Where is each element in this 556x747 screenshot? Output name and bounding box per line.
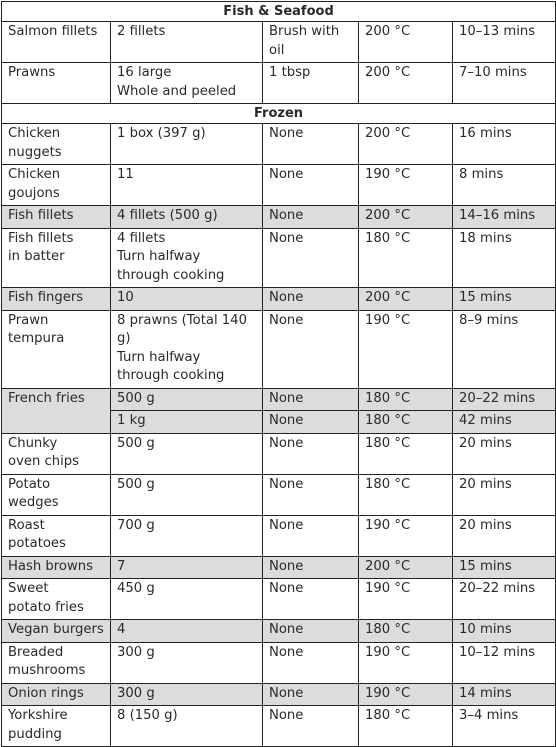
section-header-row: [2, 104, 556, 124]
food-name-cell: Hash browns: [2, 556, 111, 579]
temperature-cell: 200 °C: [359, 556, 453, 579]
time-cell: 20–22 mins: [453, 579, 556, 620]
amount-cell: 7: [111, 556, 263, 579]
table-row: [2, 683, 556, 706]
table-row: [2, 310, 556, 388]
amount-cell: 300 g: [111, 683, 263, 706]
temperature-cell: 190 °C: [359, 683, 453, 706]
amount-cell: 500 g: [111, 474, 263, 515]
food-name-cell: Breaded mushrooms: [2, 642, 111, 683]
amount-cell: 11: [111, 165, 263, 206]
oil-cell: None: [263, 706, 359, 747]
oil-cell: None: [263, 411, 359, 434]
time-cell: 14–16 mins: [453, 206, 556, 229]
oil-cell: None: [263, 556, 359, 579]
cooking-guide-table: [1, 1, 556, 747]
time-cell: 7–10 mins: [453, 63, 556, 104]
table-row: [2, 579, 556, 620]
temperature-cell: 190 °C: [359, 165, 453, 206]
time-cell: 8–9 mins: [453, 310, 556, 388]
food-name-cell: Prawn tempura: [2, 310, 111, 388]
time-cell: 10–12 mins: [453, 642, 556, 683]
oil-cell: None: [263, 474, 359, 515]
temperature-cell: 180 °C: [359, 620, 453, 643]
section-title: Fish & Seafood: [2, 2, 556, 22]
table-row: [2, 124, 556, 165]
amount-cell: 500 g: [111, 388, 263, 411]
temperature-cell: 200 °C: [359, 124, 453, 165]
section-header-row: [2, 2, 556, 22]
food-name-cell: Salmon fillets: [2, 22, 111, 63]
time-cell: 20 mins: [453, 433, 556, 474]
oil-cell: None: [263, 388, 359, 411]
temperature-cell: 190 °C: [359, 310, 453, 388]
temperature-cell: 180 °C: [359, 433, 453, 474]
food-name-cell: Fish fillets: [2, 206, 111, 229]
table-row: [2, 288, 556, 311]
section-title: Frozen: [2, 104, 556, 124]
time-cell: 14 mins: [453, 683, 556, 706]
table-row: [2, 515, 556, 556]
food-name-cell: Fish fingers: [2, 288, 111, 311]
amount-cell: 300 g: [111, 642, 263, 683]
oil-cell: None: [263, 433, 359, 474]
temperature-cell: 190 °C: [359, 515, 453, 556]
food-name-cell: Prawns: [2, 63, 111, 104]
table-row: [2, 642, 556, 683]
time-cell: 15 mins: [453, 288, 556, 311]
amount-cell: 4 fillets Turn halfway through cooking: [111, 228, 263, 288]
food-name-cell: Chunky oven chips: [2, 433, 111, 474]
amount-cell: 8 (150 g): [111, 706, 263, 747]
table-row: [2, 388, 556, 411]
temperature-cell: 200 °C: [359, 63, 453, 104]
time-cell: 8 mins: [453, 165, 556, 206]
table-row: [2, 433, 556, 474]
temperature-cell: 180 °C: [359, 411, 453, 434]
table-row: [2, 474, 556, 515]
amount-cell: 10: [111, 288, 263, 311]
temperature-cell: 180 °C: [359, 228, 453, 288]
table-row: [2, 620, 556, 643]
food-name-cell: Yorkshire pudding: [2, 706, 111, 747]
oil-cell: None: [263, 165, 359, 206]
amount-cell: 450 g: [111, 579, 263, 620]
amount-cell: 16 large Whole and peeled: [111, 63, 263, 104]
food-name-cell: French fries: [2, 388, 111, 433]
food-name-cell: Sweet potato fries: [2, 579, 111, 620]
amount-cell: 4 fillets (500 g): [111, 206, 263, 229]
oil-cell: None: [263, 124, 359, 165]
time-cell: 3–4 mins: [453, 706, 556, 747]
oil-cell: None: [263, 683, 359, 706]
temperature-cell: 200 °C: [359, 206, 453, 229]
oil-cell: Brush with oil: [263, 22, 359, 63]
temperature-cell: 180 °C: [359, 474, 453, 515]
oil-cell: None: [263, 288, 359, 311]
time-cell: 18 mins: [453, 228, 556, 288]
oil-cell: None: [263, 642, 359, 683]
temperature-cell: 180 °C: [359, 706, 453, 747]
time-cell: 16 mins: [453, 124, 556, 165]
oil-cell: None: [263, 310, 359, 388]
oil-cell: None: [263, 515, 359, 556]
food-name-cell: Onion rings: [2, 683, 111, 706]
oil-cell: None: [263, 620, 359, 643]
food-name-cell: Chicken nuggets: [2, 124, 111, 165]
oil-cell: None: [263, 579, 359, 620]
table-row: [2, 706, 556, 747]
amount-cell: 1 box (397 g): [111, 124, 263, 165]
table-body: [2, 2, 556, 747]
temperature-cell: 200 °C: [359, 22, 453, 63]
table-row: [2, 22, 556, 63]
temperature-cell: 190 °C: [359, 579, 453, 620]
amount-cell: 700 g: [111, 515, 263, 556]
time-cell: 20 mins: [453, 474, 556, 515]
table-row: [2, 206, 556, 229]
oil-cell: 1 tbsp: [263, 63, 359, 104]
time-cell: 42 mins: [453, 411, 556, 434]
table-row: [2, 63, 556, 104]
table-row: [2, 228, 556, 288]
food-name-cell: Roast potatoes: [2, 515, 111, 556]
table-row: [2, 556, 556, 579]
time-cell: 15 mins: [453, 556, 556, 579]
amount-cell: 4: [111, 620, 263, 643]
food-name-cell: Potato wedges: [2, 474, 111, 515]
temperature-cell: 180 °C: [359, 388, 453, 411]
temperature-cell: 200 °C: [359, 288, 453, 311]
temperature-cell: 190 °C: [359, 642, 453, 683]
amount-cell: 2 fillets: [111, 22, 263, 63]
time-cell: 10 mins: [453, 620, 556, 643]
amount-cell: 500 g: [111, 433, 263, 474]
food-name-cell: Chicken goujons: [2, 165, 111, 206]
time-cell: 10–13 mins: [453, 22, 556, 63]
table-row: [2, 165, 556, 206]
food-name-cell: Fish fillets in batter: [2, 228, 111, 288]
amount-cell: 8 prawns (Total 140 g) Turn halfway through cooking: [111, 310, 263, 388]
time-cell: 20 mins: [453, 515, 556, 556]
oil-cell: None: [263, 228, 359, 288]
amount-cell: 1 kg: [111, 411, 263, 434]
time-cell: 20–22 mins: [453, 388, 556, 411]
oil-cell: None: [263, 206, 359, 229]
food-name-cell: Vegan burgers: [2, 620, 111, 643]
